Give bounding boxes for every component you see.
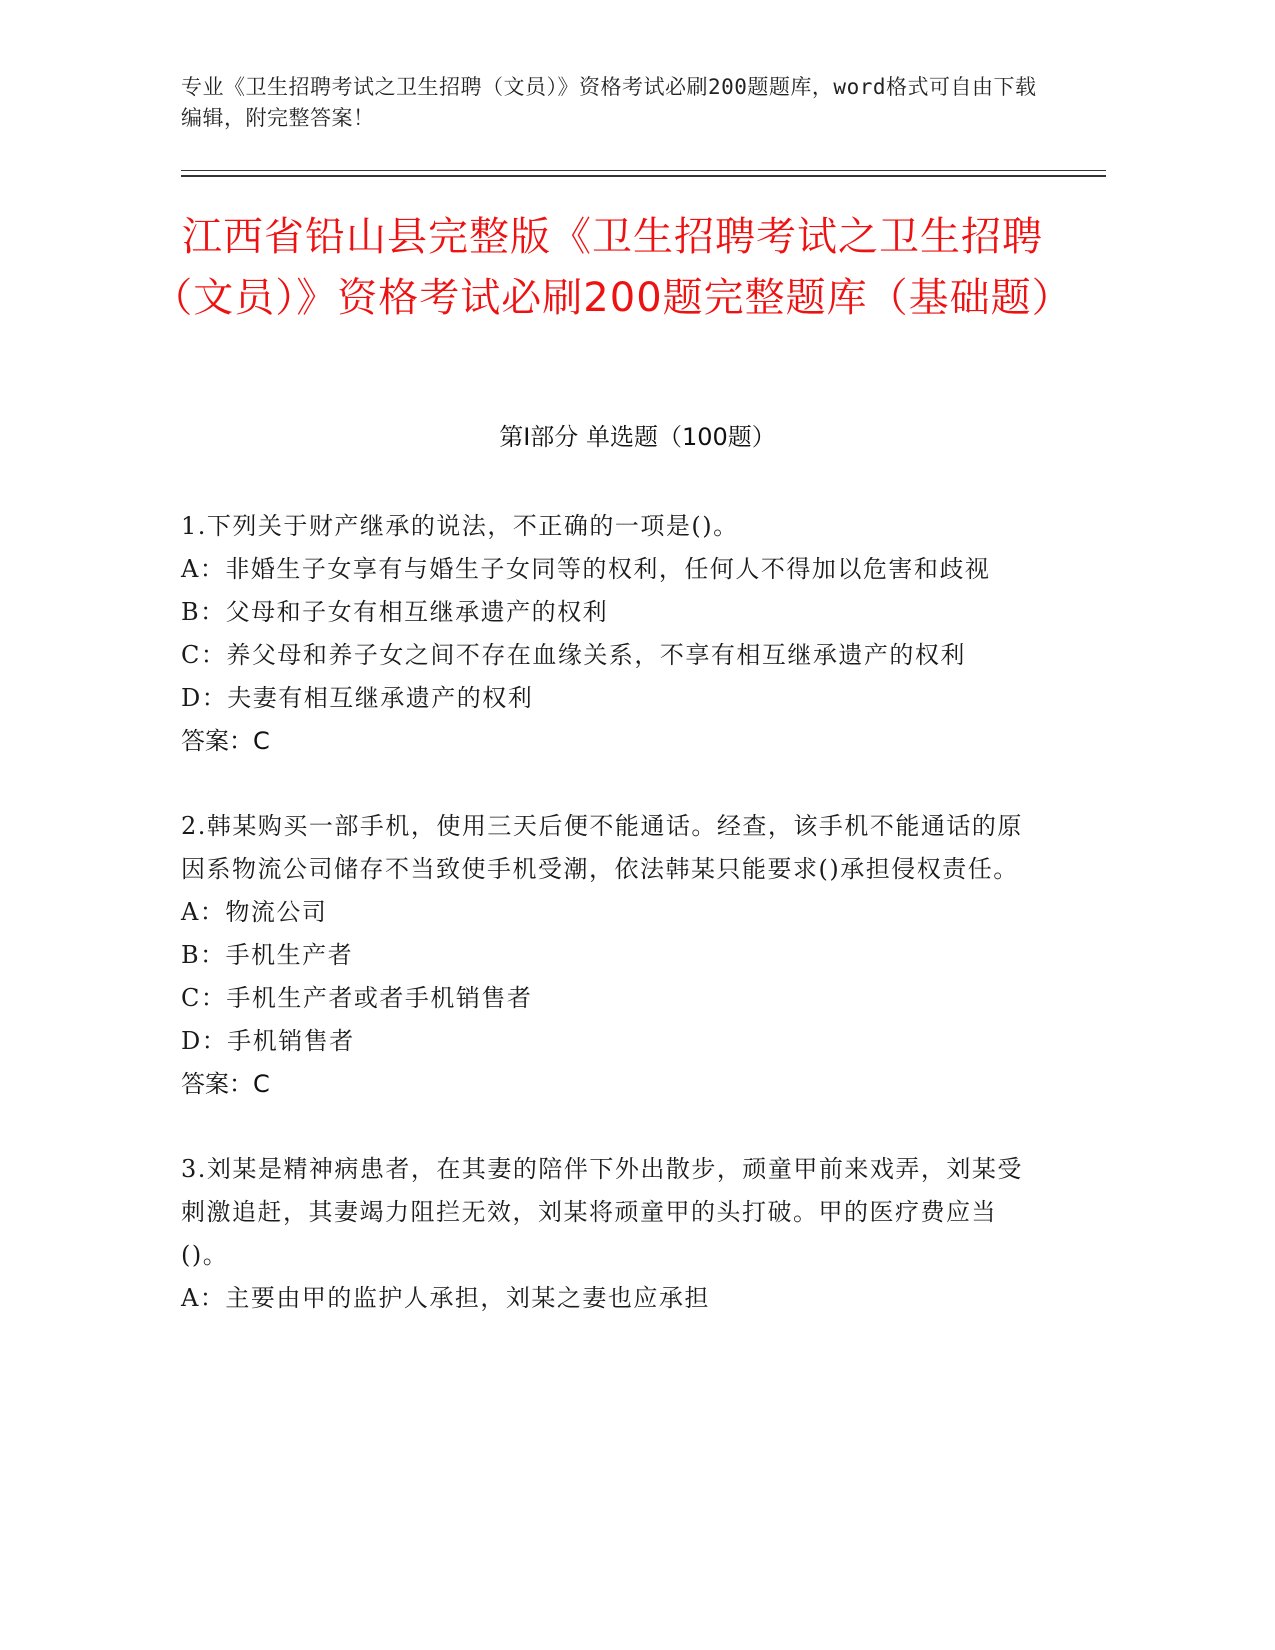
- option-a: A：主要由甲的监护人承担，刘某之妻也应承担: [181, 1284, 710, 1312]
- document-title: 江西省铅山县完整版《卫生招聘考试之卫生招聘（文员）》资格考试必刷200题完整题库（基础题）: [152, 214, 1073, 321]
- option-c: C：手机生产者或者手机销售者: [181, 984, 533, 1012]
- question-3: [181, 1148, 1041, 1320]
- header-rule-thick: [181, 175, 1106, 177]
- option-a: A：物流公司: [181, 898, 328, 926]
- header-rule-thin: [181, 170, 1106, 171]
- option-c: C：养父母和养子女之间不存在血缘关系，不享有相互继承遗产的权利: [181, 641, 966, 669]
- question-2: [181, 805, 1041, 1106]
- option-b: B：手机生产者: [181, 941, 354, 969]
- question-stem: 2.韩某购买一部手机，使用三天后便不能通话。经查，该手机不能通话的原因系物流公司储存不当致使手机受潮，依法韩某只能要求()承担侵权责任。: [181, 812, 1023, 883]
- section-heading: 第I部分 单选题（100题）: [499, 423, 776, 451]
- header-note: 专业《卫生招聘考试之卫生招聘（文员）》资格考试必刷200题题库，word格式可自由下载编辑，附完整答案！: [181, 75, 1037, 130]
- answer: 答案：C: [181, 727, 270, 755]
- answer: 答案：C: [181, 1070, 270, 1098]
- option-d: D：手机销售者: [181, 1027, 355, 1055]
- option-b: B：父母和子女有相互继承遗产的权利: [181, 598, 609, 626]
- option-d: D：夫妻有相互继承遗产的权利: [181, 684, 534, 712]
- question-stem: 3.刘某是精神病患者，在其妻的陪伴下外出散步，顽童甲前来戏弄，刘某受刺激追赶，其妻竭力阻拦无效，刘某将顽童甲的头打破。甲的医疗费应当()。: [181, 1155, 1023, 1269]
- option-a: A：非婚生子女享有与婚生子女同等的权利，任何人不得加以危害和歧视: [181, 555, 991, 583]
- question-1: [181, 505, 1041, 763]
- question-list: [181, 505, 1041, 1362]
- question-stem: 1.下列关于财产继承的说法，不正确的一项是()。: [181, 512, 739, 540]
